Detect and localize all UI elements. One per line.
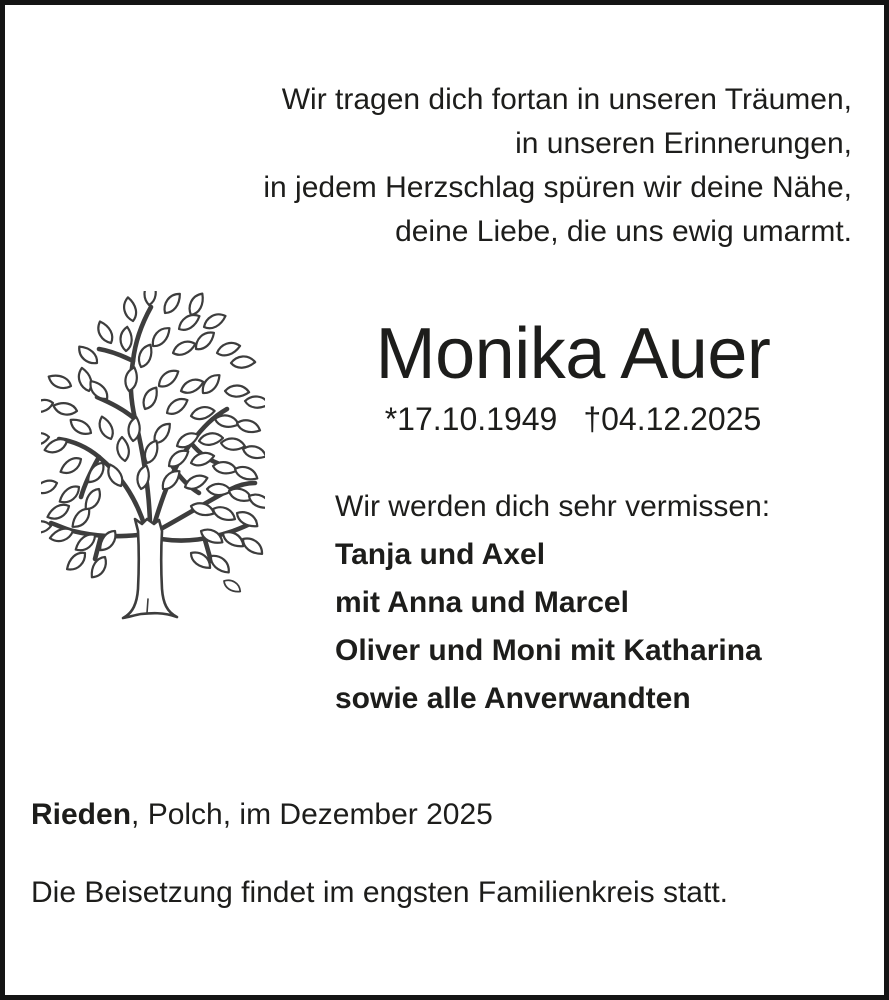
poem-line: in jedem Herzschlag spüren wir deine Nähe, [263, 171, 852, 204]
memorial-poem [263, 78, 852, 254]
place-primary: Rieden [31, 798, 132, 831]
mourner-line: mit Anna und Marcel [335, 586, 629, 619]
place-date-line [31, 793, 493, 837]
poem-line: deine Liebe, die uns ewig umarmt. [395, 215, 852, 248]
tree-with-falling-leaf-icon [41, 291, 265, 621]
mourner-line: Oliver und Moni mit Katharina [335, 634, 762, 667]
death-date: †04.12.2025 [583, 401, 762, 437]
place-rest: , Polch, im Dezember 2025 [131, 798, 493, 831]
life-dates [335, 401, 811, 437]
poem-line: Wir tragen dich fortan in unseren Träumen, [281, 83, 852, 116]
deceased-name: Monika Auer [375, 314, 771, 394]
funeral-note: Die Beisetzung findet im engsten Familienkreis statt. [31, 876, 728, 909]
mourner-line: sowie alle Anverwandten [335, 682, 691, 715]
mourners-block [335, 483, 770, 723]
mourner-line: Tanja und Axel [335, 538, 546, 571]
deceased-block [335, 314, 811, 437]
birth-date: *17.10.1949 [384, 401, 558, 437]
falling-leaf [222, 576, 243, 595]
poem-line: in unseren Erinnerungen, [515, 127, 852, 160]
farewell-intro: Wir werden dich sehr vermissen: [335, 490, 771, 523]
